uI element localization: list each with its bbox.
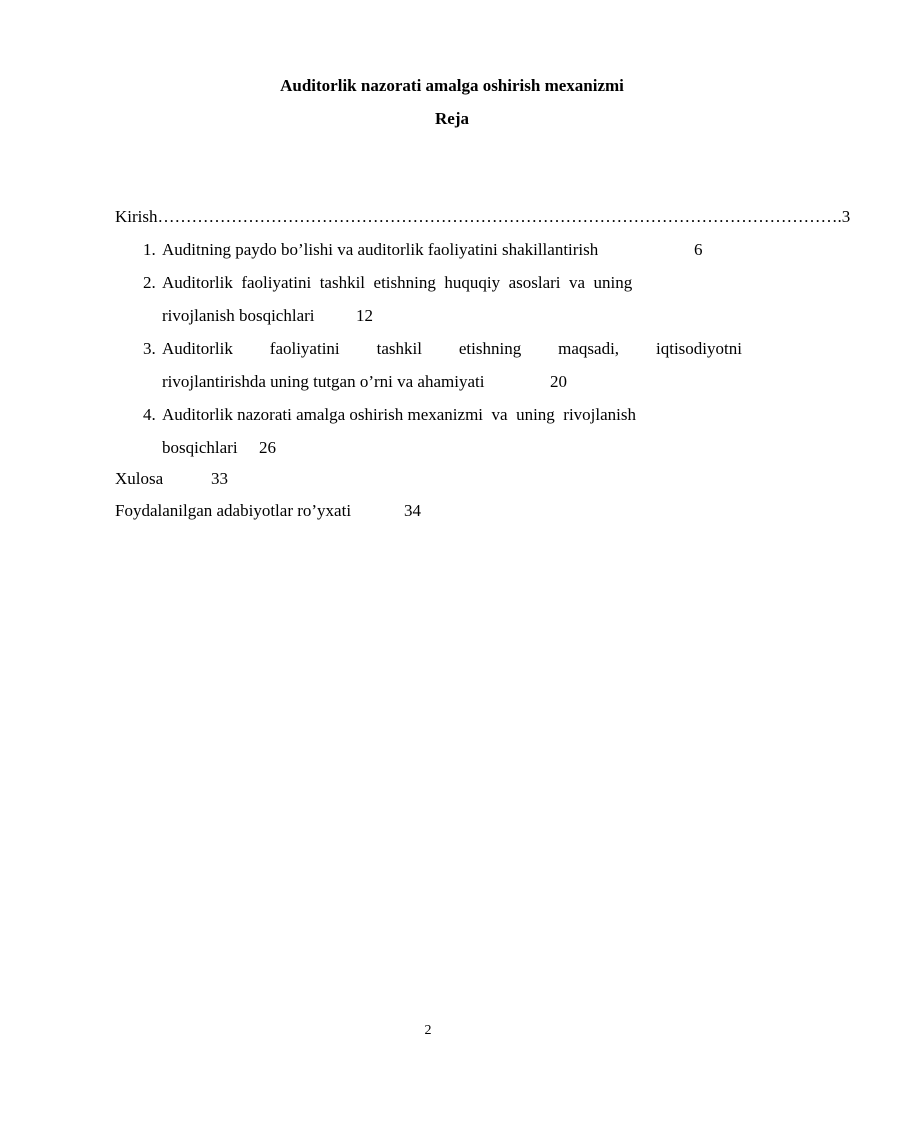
toc-entry-kirish xyxy=(115,207,851,227)
toc-item-3-number: 3. xyxy=(143,339,156,358)
page-title: Auditorlik nazorati amalga oshirish mexanizmi xyxy=(280,76,624,95)
toc-item-3-word: maqsadi, xyxy=(558,339,620,358)
toc-kirish-leader-dots: ………………………………………………………………………………………………………… xyxy=(157,207,838,226)
toc-item-3-word: iqtisodiyotni xyxy=(656,339,742,358)
toc-item-3-page: 20 xyxy=(550,372,567,391)
toc-item-4-text-line2: bosqichlari xyxy=(162,438,238,457)
toc-item-4-page: 26 xyxy=(259,438,276,457)
page-number: 2 xyxy=(424,1023,432,1038)
toc-entry-xulosa-page: 33 xyxy=(211,469,228,488)
toc-item-3-word: faoliyatini xyxy=(269,339,340,358)
toc-item-2-page: 12 xyxy=(356,306,373,325)
toc-item-3-word: Auditorlik xyxy=(162,339,233,358)
toc-item-4-text: Auditorlik nazorati amalga oshirish mexanizmi va uning rivojlanish xyxy=(162,405,637,424)
toc-kirish-page: .3 xyxy=(837,207,851,226)
toc-item-4-number: 4. xyxy=(143,405,156,424)
toc-entry-xulosa-label: Xulosa xyxy=(115,469,164,488)
toc-entry-adabiyot-page: 34 xyxy=(404,501,421,520)
toc-item-3-text-line2: rivojlantirishda uning tutgan o’rni va ahamiyati xyxy=(162,372,485,391)
toc-item-3-text xyxy=(162,339,742,359)
page-subtitle: Reja xyxy=(435,109,469,128)
toc-entry-adabiyot-label: Foydalanilgan adabiyotlar ro’yxati xyxy=(115,501,352,520)
toc-item-2-text-line2: rivojlanish bosqichlari xyxy=(162,306,315,325)
toc-kirish-label: Kirish xyxy=(115,207,158,226)
toc-item-3-word: etishning xyxy=(458,339,522,358)
toc-item-1-text: Auditning paydo bo’lishi va auditorlik faoliyatini shakillantirish xyxy=(162,240,599,259)
toc-item-2-number: 2. xyxy=(143,273,156,292)
toc-item-2-text: Auditorlik faoliyatini tashkil etishning huquqiy asoslari va uning xyxy=(162,273,633,292)
toc-item-1-page: 6 xyxy=(694,240,703,259)
toc-item-3-word: tashkil xyxy=(376,339,422,358)
toc-item-1-number: 1. xyxy=(143,240,156,259)
